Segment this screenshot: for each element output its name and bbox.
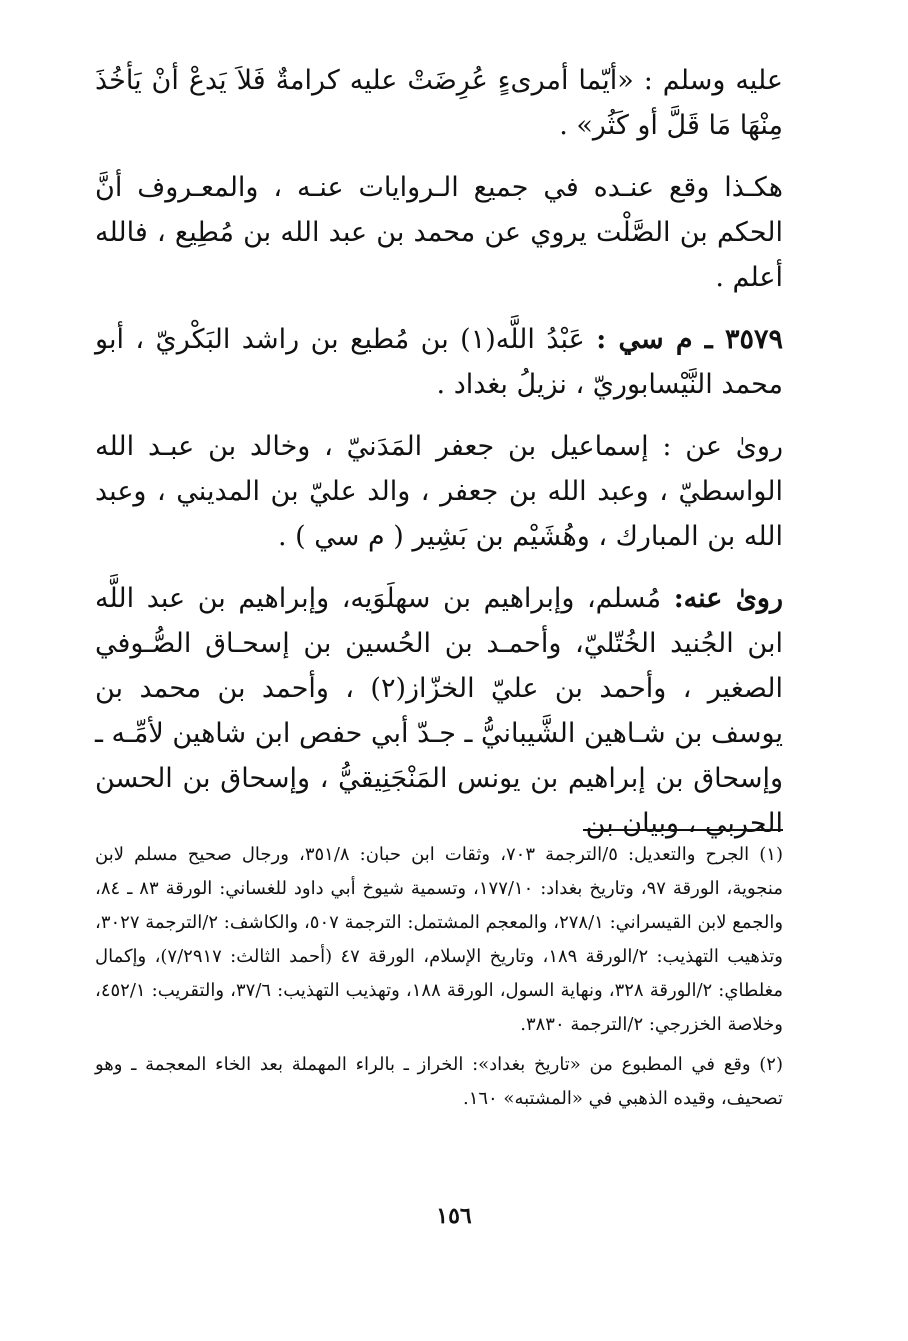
paragraph-hadith: عليه وسلم : «أيّما أمرىءٍ عُرِضَتْ عليه كرامةٌ فَلاَ يَدعْ أنْ يَأخُذَ مِنْهَا مَا قَلَّ أو كَثُر» . xyxy=(95,65,783,141)
entry-text: عَبْدُ اللَّه(١) بن مُطيع بن راشد البَكْريّ ، أبو محمد النَّيْسابوريّ ، نزيلُ بغداد . xyxy=(95,324,783,400)
page-number: ١٥٦ xyxy=(436,1203,472,1229)
paragraph-entry-heading xyxy=(95,317,783,407)
footnote-1: (١) الجرح والتعديل: ٥/الترجمة ٧٠٣، وثقات ابن حبان: ٣٥١/٨، ورجال صحيح مسلم لابن منجوية، الورقة ٩٧، وتاريخ بغداد: ١٧٧/١٠، وتسمية شيوخ أبي داود للغساني: الورقة ٨٣ ـ ٨٤، والجمع لابن القيسراني: ٢٧٨/١، والمعجم المشتمل: الترجمة ٥٠٧، والكاشف: ٢/الترجمة ٣٠٢٧، وتذهيب التهذيب: ٢/الورقة ١٨٩، وتاريخ الإسلام، الورقة ٤٧ (أحمد الثالث: ٧/٢٩١٧)، وإكمال مغلطاي: ٢/الورقة ٣٢٨، ونهاية السول، الورقة ١٨٨، وتهذيب التهذيب: ٣٧/٦، والتقريب: ٤٥٢/١، وخلاصة الخزرجي: ٢/الترجمة ٣٨٣٠. xyxy=(95,844,784,1035)
entry-number: ٣٥٧٩ ـ م سي : xyxy=(596,324,783,355)
footnote-divider xyxy=(583,829,783,831)
footnote-2: (٢) وقع في المطبوع من «تاريخ بغداد»: الخراز ـ بالراء المهملة بعد الخاء المعجمة ـ وهو تصحيف، وقيده الذهبي في «المشتبه» ١٦٠. xyxy=(95,1054,783,1109)
paragraph-commentary: هكـذا وقع عنـده في جميع الـروايات عنـه ، والمعـروف أنَّ الحكم بن الصَّلْت يروي عن محمد بن عبد الله بن مُطِيع ، فالله أعلم . xyxy=(95,172,783,293)
main-text xyxy=(95,58,783,846)
narrated-by-text: مُسلم، وإبراهيم بن سهلَوَيه، وإبراهيم بن عبد اللَّه ابن الجُنيد الخُتّليّ، وأحمـد بن الحُسين بن إسحـاق الصُّـوفي الصغير ، وأحمد بن عليّ الخزّاز(٢) ، وأحمد بن محمد بن يوسف بن شـاهين الشَّيبانيُّ ـ جـدّ أبي حفص ابن شاهين لأمِّـه ـ وإسحاق بن إبراهيم بن يونس المَنْجَنِيقيُّ ، وإسحاق بن الحسن الحربي ، وبيان بن xyxy=(95,583,783,839)
narrated-by-label: روىٰ عنه: xyxy=(673,583,783,614)
paragraph-narrated-from: روىٰ عن : إسماعيل بن جعفر المَدَنيّ ، وخالد بن عبـد الله الواسطيّ ، وعبد الله بن جعفر ، والد عليّ بن المديني ، وعبد الله بن المبارك ، وهُشَيْم بن بَشِير ( م سي ) . xyxy=(95,431,783,552)
footnotes xyxy=(95,838,783,1122)
paragraph-narrated-by xyxy=(95,576,783,846)
